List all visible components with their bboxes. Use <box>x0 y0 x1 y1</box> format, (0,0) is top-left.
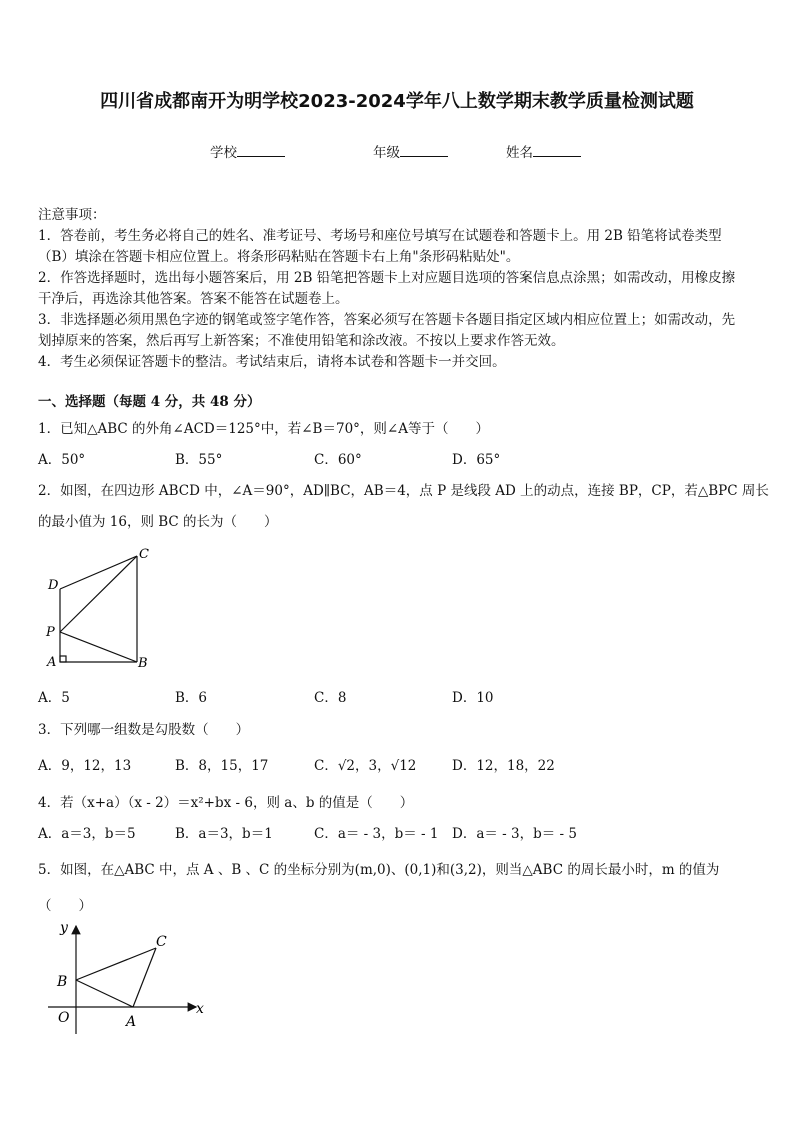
grade-field: 年级 <box>373 141 448 161</box>
q5-label-c: C <box>156 934 167 950</box>
notice-line: （B）填涂在答题卡相应位置上。将条形码粘贴在答题卡右上角"条形码粘贴处"。 <box>38 249 520 265</box>
q1-option-b: B．55° <box>175 452 223 468</box>
q3-option-d: D．12，18，22 <box>452 758 555 774</box>
question-5-stem-line1: 5．如图，在△ABC 中，点 A 、B 、C 的坐标分别为(m,0)、(0,1)和(3,2)，则当△ABC 的周长最小时，m 的值为 <box>38 862 720 878</box>
q5-label-a: A <box>126 1014 137 1030</box>
q2-label-p: P <box>46 625 55 640</box>
notice-line: 干净后，再选涂其他答案。答案不能答在试题卷上。 <box>38 291 349 307</box>
q5-label-y: y <box>60 920 68 936</box>
section-heading: 一、选择题（每题 4 分，共 48 分） <box>38 394 261 410</box>
question-4-stem: 4．若（x+a）（x - 2）＝x²+bx - 6，则 a、b 的值是（ ） <box>38 795 414 811</box>
q1-option-d: D．65° <box>452 452 501 468</box>
q3-option-c: C．√2，3，√12 <box>314 758 417 774</box>
notice-line: 2．作答选择题时，选出每小题答案后，用 2B 铅笔把答题卡上对应题目选项的答案信息点涂黑；如需改动，用橡皮擦 <box>38 270 736 286</box>
notice-line: 4．考生必须保证答题卡的整洁。考试结束后，请将本试卷和答题卡一并交回。 <box>38 354 506 370</box>
page-title: 四川省成都南开为明学校2023-2024学年八上数学期末教学质量检测试题 <box>100 91 694 112</box>
notice-heading: 注意事项： <box>38 207 106 223</box>
question-3-stem: 3．下列哪一组数是勾股数（ ） <box>38 722 250 738</box>
q2-label-d: D <box>48 578 59 593</box>
q2-label-a: A <box>47 655 57 670</box>
q2-label-b: B <box>138 656 148 671</box>
notice-line: 1．答卷前，考生务必将自己的姓名、准考证号、考场号和座位号填写在试题卷和答题卡上。用 2B 铅笔将试卷类型 <box>38 228 722 244</box>
notice-line: 划掉原来的答案，然后再写上新答案；不准使用铅笔和涂改液。不按以上要求作答无效。 <box>38 333 565 349</box>
q4-option-b: B．a＝3，b＝1 <box>175 826 273 842</box>
q5-label-x: x <box>196 1001 204 1017</box>
q2-option-a: A．5 <box>38 690 70 706</box>
question-1-stem: 1．已知△ABC 的外角∠ACD＝125°中，若∠B＝70°，则∠A等于（ ） <box>38 421 489 437</box>
q5-label-o: O <box>58 1010 70 1026</box>
question-2-stem-line2: 的最小值为 16，则 BC 的长为（ ） <box>38 514 278 530</box>
q4-option-d: D．a＝ - 3，b＝ - 5 <box>452 826 577 842</box>
question-2-stem-line1: 2．如图，在四边形 ABCD 中，∠A＝90°，AD∥BC，AB＝4，点 P 是线段 AD 上的动点，连接 BP，CP，若△BPC 周长 <box>38 483 769 499</box>
q2-quadrilateral-figure <box>40 543 160 673</box>
q2-label-c: C <box>139 547 149 562</box>
q2-option-c: C．8 <box>314 690 347 706</box>
question-5-stem-line2: （ ） <box>38 898 92 914</box>
q1-option-c: C．60° <box>314 452 362 468</box>
q5-label-b: B <box>57 974 68 990</box>
notice-line: 3．非选择题必须用黑色字迹的钢笔或签字笔作答，答案必须写在答题卡各题目指定区域内相应位置上；如需改动，先 <box>38 312 736 328</box>
q4-option-a: A．a＝3，b＝5 <box>38 826 136 842</box>
q3-option-b: B．8，15，17 <box>175 758 269 774</box>
name-field: 姓名 <box>506 141 581 161</box>
q1-option-a: A．50° <box>38 452 86 468</box>
q5-coordinate-figure <box>48 918 218 1043</box>
q2-option-b: B．6 <box>175 690 208 706</box>
q4-option-c: C．a＝ - 3，b＝ - 1 <box>314 826 439 842</box>
q2-option-d: D．10 <box>452 690 494 706</box>
school-field: 学校 <box>210 141 285 161</box>
q3-option-a: A．9，12，13 <box>38 758 132 774</box>
